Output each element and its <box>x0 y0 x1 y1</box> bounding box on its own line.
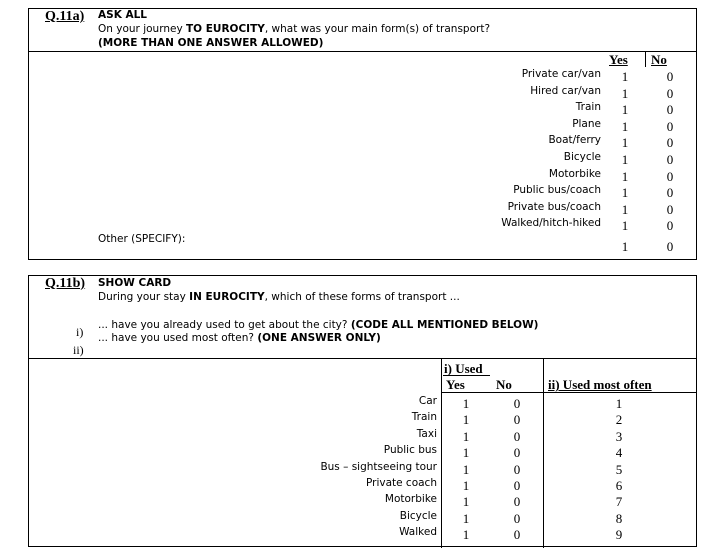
q11a-other-yes[interactable]: 1 <box>621 239 629 254</box>
q11b-option-no[interactable]: 0 <box>513 461 521 477</box>
q11b-col-no: No <box>496 377 512 392</box>
q11a-col-divider <box>645 51 646 67</box>
q11b-sub-i: ... have you already used to get about the city? (CODE ALL MENTIONED BELOW) <box>98 319 539 331</box>
q11b-option-yes[interactable]: 1 <box>462 445 470 461</box>
q11a-number: Q.11a) <box>45 9 85 24</box>
q11a-option-no[interactable]: 0 <box>666 135 674 151</box>
q11a-option-label: Bicycle <box>563 151 601 163</box>
q11b-option-no[interactable]: 0 <box>513 412 521 428</box>
q11b-option-yes[interactable]: 1 <box>462 527 470 543</box>
q11b-title: SHOW CARD <box>98 277 172 289</box>
q11b-option-label: Car <box>418 395 437 407</box>
q11b-option-no[interactable]: 0 <box>513 510 521 526</box>
q11a-col-no: No <box>651 52 667 67</box>
q11b-option-no[interactable]: 0 <box>513 396 521 411</box>
q11b-option-most-often[interactable]: 9 <box>615 527 623 543</box>
q11b-used-underline <box>443 375 490 376</box>
q11b-option-no[interactable]: 0 <box>513 494 521 510</box>
q11b-sub-i-marker: i) <box>76 325 84 339</box>
q11a-option-no[interactable]: 0 <box>666 69 674 84</box>
q11a-question: On your journey TO EUROCITY, what was your main form(s) of transport? <box>98 23 491 35</box>
q11a-option-yes[interactable]: 1 <box>621 118 629 134</box>
q11a-option-label: Hired car/van <box>530 84 601 97</box>
q11b-used-left-border <box>441 358 442 548</box>
q11b-option-label: Motorbike <box>384 493 437 506</box>
q11b-option-label: Private coach <box>365 477 437 489</box>
q11b-option-most-often[interactable]: 6 <box>615 478 623 493</box>
q11a-option-no[interactable]: 0 <box>666 85 674 101</box>
q11a-option-no[interactable]: 0 <box>666 102 674 118</box>
q11a-option-label: Train <box>575 101 601 114</box>
q11b-header-divider <box>28 358 697 359</box>
q11a-option-label: Motorbike <box>548 167 601 180</box>
q11a-option-yes[interactable]: 1 <box>621 201 629 217</box>
q11b-option-label: Walked <box>399 526 437 539</box>
q11b-option-label: Taxi <box>416 427 437 440</box>
q11b-question: During your stay IN EUROCITY, which of these forms of transport ... <box>98 291 460 303</box>
q11b-option-yes[interactable]: 1 <box>462 510 470 526</box>
q11a-option-label: Walked/hitch-hiked <box>501 217 601 230</box>
q11b-option-no[interactable]: 0 <box>513 478 521 493</box>
q11a-option-label: Boat/ferry <box>548 134 601 147</box>
q11a-header-divider <box>28 51 697 52</box>
q11a-col-yes: Yes <box>609 52 628 67</box>
q11a-title: ASK ALL <box>98 9 147 21</box>
q11b-option-yes[interactable]: 1 <box>462 396 470 411</box>
q11a-option-no[interactable]: 0 <box>666 152 674 167</box>
q11b-option-most-often[interactable]: 8 <box>615 510 623 526</box>
q11b-box <box>28 275 697 547</box>
q11b-option-most-often[interactable]: 5 <box>615 461 623 477</box>
q11b-option-most-often[interactable]: 3 <box>615 428 623 444</box>
q11a-option-no[interactable]: 0 <box>666 185 674 201</box>
q11b-option-no[interactable]: 0 <box>513 428 521 444</box>
q11b-number: Q.11b) <box>45 276 86 291</box>
q11b-sub-ii: ... have you used most often? (ONE ANSWER ONLY) <box>98 332 381 344</box>
q11a-option-no[interactable]: 0 <box>666 118 674 134</box>
q11a-option-label: Plane <box>572 117 601 130</box>
q11b-option-yes[interactable]: 1 <box>462 428 470 444</box>
q11b-col-used: i) Used <box>444 361 483 376</box>
q11b-option-most-often[interactable]: 2 <box>615 412 623 428</box>
q11b-option-most-often[interactable]: 1 <box>615 396 623 411</box>
q11b-used-right-border <box>543 358 544 548</box>
q11b-option-label: Public bus <box>383 444 437 457</box>
q11a-other-no[interactable]: 0 <box>666 239 674 254</box>
q11b-option-label: Bus – sightseeing tour <box>320 460 437 473</box>
q11b-option-most-often[interactable]: 4 <box>615 445 623 461</box>
q11a-option-yes[interactable]: 1 <box>621 168 629 184</box>
q11a-option-no[interactable]: 0 <box>666 218 674 234</box>
q11a-instruction: (MORE THAN ONE ANSWER ALLOWED) <box>98 37 324 49</box>
q11a-option-yes[interactable]: 1 <box>621 152 629 167</box>
q11a-option-label: Private bus/coach <box>507 200 601 213</box>
q11b-option-label: Bicycle <box>399 509 437 522</box>
q11a-option-no[interactable]: 0 <box>666 168 674 184</box>
q11b-option-no[interactable]: 0 <box>513 445 521 461</box>
q11a-option-yes[interactable]: 1 <box>621 218 629 234</box>
q11b-col-most-often: ii) Used most often <box>548 377 652 392</box>
q11a-option-no[interactable]: 0 <box>666 201 674 217</box>
q11a-option-yes[interactable]: 1 <box>621 69 629 84</box>
q11b-option-yes[interactable]: 1 <box>462 412 470 428</box>
q11b-sub-ii-marker: ii) <box>73 343 84 357</box>
q11b-option-no[interactable]: 0 <box>513 527 521 543</box>
q11a-option-yes[interactable]: 1 <box>621 185 629 201</box>
q11a-option-yes[interactable]: 1 <box>621 85 629 101</box>
q11a-option-label: Private car/van <box>521 68 601 80</box>
q11b-option-yes[interactable]: 1 <box>462 461 470 477</box>
q11b-col-yes: Yes <box>446 377 465 392</box>
q11b-option-label: Train <box>411 411 437 424</box>
q11b-option-most-often[interactable]: 7 <box>615 494 623 510</box>
q11b-option-yes[interactable]: 1 <box>462 494 470 510</box>
q11a-option-yes[interactable]: 1 <box>621 102 629 118</box>
q11a-other-label: Other (SPECIFY): <box>98 233 186 245</box>
q11b-option-yes[interactable]: 1 <box>462 478 470 493</box>
q11a-option-yes[interactable]: 1 <box>621 135 629 151</box>
q11a-option-label: Public bus/coach <box>513 184 601 197</box>
